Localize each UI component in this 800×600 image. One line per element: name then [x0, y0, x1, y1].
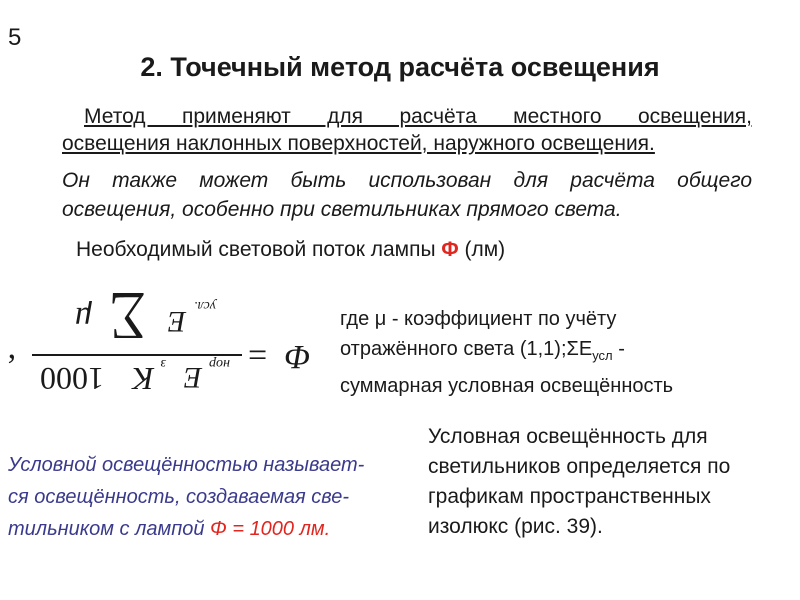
definition-text: [8, 449, 428, 545]
formula-denominator-sub: нор: [209, 356, 230, 371]
formula-numerator-E: E: [167, 305, 186, 338]
formula-comma: ‚: [6, 329, 18, 366]
where-line-1: где μ - коэффициент по учёту: [340, 308, 617, 330]
formula-equals: =: [248, 337, 268, 374]
formula-1000: 1000: [40, 361, 104, 397]
paragraph-2-line-2: освещения, особенно при светильниках прямого света.: [62, 198, 622, 221]
formula-K: K: [132, 361, 154, 397]
paragraph-1-line-1: Метод применяют для расчёта местного освещения,: [84, 105, 752, 128]
conditional-illuminance-text: [428, 422, 778, 542]
flux-line: [76, 238, 505, 262]
flux-line-text: Необходимый световой поток лампы: [76, 238, 436, 261]
formula-sigma: ∑: [108, 292, 146, 349]
where-explanation: [340, 304, 740, 401]
conditional-line-3: графикам пространственных: [428, 485, 711, 508]
formula-numerator-sub: усл.: [193, 298, 216, 313]
definition-phi-value: Φ = 1000 лм.: [210, 518, 331, 540]
flux-symbol: Φ: [441, 238, 459, 261]
definition-line-3: тильником с лампой Φ = 1000 лм.: [8, 518, 331, 540]
formula-denominator-E: E: [183, 361, 202, 394]
where-line-3: суммарная условная освещённость: [340, 375, 674, 397]
conditional-line-2: светильников определяется по: [428, 455, 731, 478]
conditional-line-4: изолюкс (рис. 39).: [428, 515, 603, 538]
where-line-2: отражённого света $(1,1);\Sigma E_{усл}$ -: [340, 338, 625, 363]
formula-K-sub: з: [160, 356, 166, 371]
slide-number: 5: [8, 24, 22, 51]
flux-unit: (лм): [464, 238, 506, 261]
slide-title: 2. Точечный метод расчёта освещения: [140, 52, 660, 82]
formula-mu: μ: [74, 300, 92, 337]
formula-phi: Φ: [284, 339, 310, 376]
flux-formula: [0, 280, 330, 420]
definition-line-2: ся освещённость, создаваемая све-: [8, 486, 350, 508]
paragraph-1-line-2: освещения наклонных поверхностей, наружного освещения.: [62, 132, 655, 155]
definition-line-1: Условной освещённостью называет-: [8, 454, 365, 476]
paragraph-2-line-1: Он также может быть использован для расчёта общего: [62, 169, 752, 192]
conditional-line-1: Условная освещённость для: [428, 425, 708, 448]
